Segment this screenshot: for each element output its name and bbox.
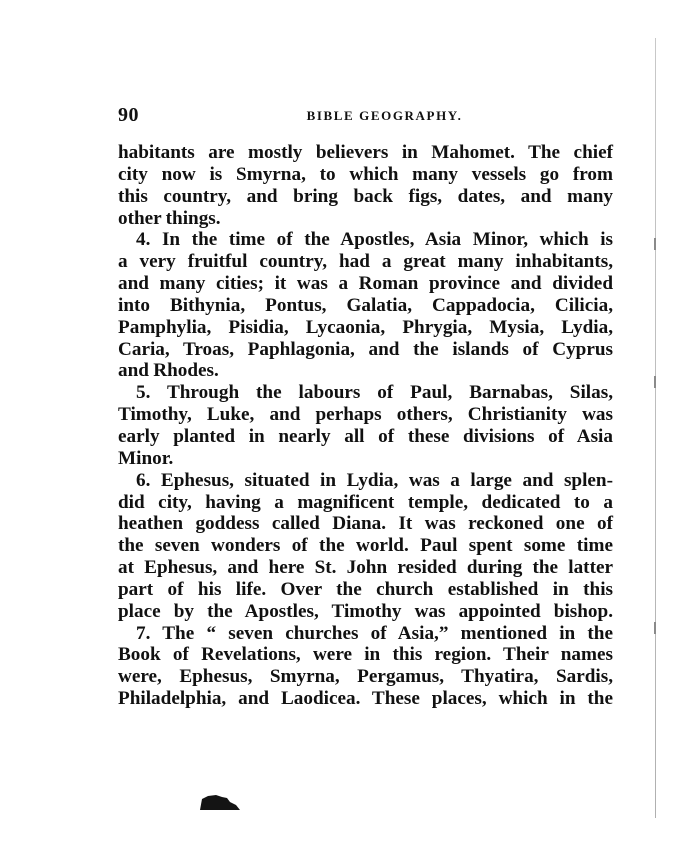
text-line: place by the Apostles, Timothy was appointed bishop. <box>118 600 613 622</box>
text-line: Timothy, Luke, and perhaps others, Christianity was <box>118 404 613 426</box>
text-line: Book of Revelations, were in this region. Their names <box>118 644 613 666</box>
text-line: Pamphylia, Pisidia, Lycaonia, Phrygia, Mysia, Lydia, <box>118 316 613 338</box>
text-line: city now is Smyrna, to which many vessels go from <box>118 163 613 185</box>
ink-smudge-icon <box>200 794 240 810</box>
text-line: 6. Ephesus, situated in Lydia, was a large and splen- <box>136 469 613 491</box>
text-line: 5. Through the labours of Paul, Barnabas, Silas, <box>136 382 613 404</box>
text-line: Caria, Troas, Paphlagonia, and the islands of Cyprus <box>118 338 613 360</box>
book-page <box>118 104 613 710</box>
text-line: habitants are mostly believers in Mahomet. The chief <box>118 142 613 163</box>
page-edge-rule <box>655 38 656 818</box>
text-line: 7. The “ seven churches of Asia,” mentioned in the <box>136 622 613 644</box>
margin-mark <box>654 376 656 388</box>
text-line: heathen goddess called Diana. It was reckoned one of <box>118 513 613 535</box>
text-line: into Bithynia, Pontus, Galatia, Cappadocia, Cilicia, <box>118 294 613 316</box>
text-line: and many cities; it was a Roman province and divided <box>118 273 613 295</box>
text-line: part of his life. Over the church established in this <box>118 578 613 600</box>
text-line: and Rhodes. <box>118 360 219 382</box>
text-line: a very fruitful country, had a great many inhabitants, <box>118 251 613 273</box>
margin-mark <box>654 622 656 634</box>
margin-mark <box>654 238 656 250</box>
body-text <box>118 142 613 710</box>
text-line: the seven wonders of the world. Paul spent some time <box>118 535 613 557</box>
text-line: early planted in nearly all of these divisions of Asia <box>118 425 613 447</box>
text-line: at Ephesus, and here St. John resided during the latter <box>118 557 613 579</box>
text-line: were, Ephesus, Smyrna, Pergamus, Thyatira, Sardis, <box>118 666 613 688</box>
running-head <box>118 104 613 134</box>
text-line: Philadelphia, and Laodicea. These places, which in the <box>118 688 613 710</box>
text-line: this country, and bring back figs, dates, and many <box>118 185 613 207</box>
text-line: did city, having a magnificent temple, dedicated to a <box>118 491 613 513</box>
text-line: 4. In the time of the Apostles, Asia Minor, which is <box>136 229 613 251</box>
text-line: Minor. <box>118 447 174 469</box>
running-title: BIBLE GEOGRAPHY. <box>306 108 463 123</box>
page-number: 90 <box>118 104 139 126</box>
text-line: other things. <box>118 207 221 229</box>
